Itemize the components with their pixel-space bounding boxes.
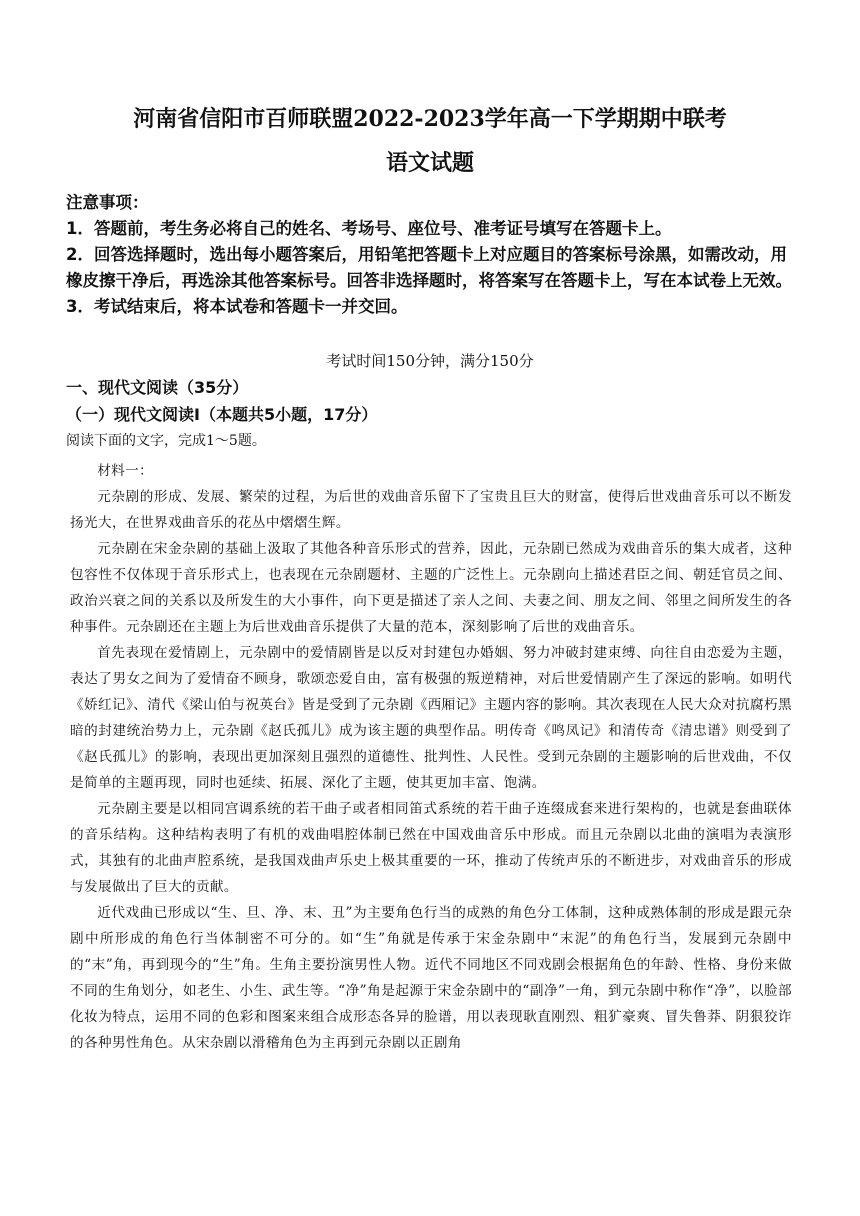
exam-info: 考试时间150分钟，满分150分: [326, 352, 534, 370]
notes-heading: 注意事项：: [66, 193, 149, 212]
passage-body: [70, 458, 792, 1056]
passage-paragraph: 元杂剧在宋金杂剧的基础上汲取了其他各种音乐形式的营养，因此，元杂剧已然成为戏曲音乐的集大成者，这种包容性不仅体现于音乐形式上，也表现在元杂剧题材、主题的广泛性上。元杂剧向上描述君臣之间、朝廷官员之间、政治兴衰之间的关系以及所发生的大小事件，向下更是描述了亲人之间、夫妻之间、朋友之间、邻里之间所发生的各种事件。元杂剧还在主题上为后世戏曲音乐提供了大量的范本，深刻影响了后世的戏曲音乐。: [70, 541, 792, 635]
notes-item: 1．答题前，考生务必将自己的姓名、考场号、座位号、准考证号填写在答题卡上。: [66, 219, 672, 238]
passage-paragraph: 近代戏曲已形成以“生、旦、净、末、丑”为主要角色行当的成熟的角色分工体制，这种成熟体制的形成是跟元杂剧中所形成的角色行当体制密不可分的。如“生”角就是传承于宋金杂剧中“末泥”的角色行当，发展到元杂剧中的“末”角，再到现今的“生”角。生角主要扮演男性人物。近代不同地区不同戏剧会根据角色的年龄、性格、身份来做不同的生角划分，如老生、小生、武生等。“净”角是起源于宋金杂剧中的“副净”一角，到元杂剧中称作“净”，以脸部化妆为特点，运用不同的色彩和图案来组合成形态各异的脸谱，用以表现耿直刚烈、粗犷豪爽、冒失鲁莽、阴狠狡诈的各种男性角色。从宋杂剧以滑稽角色为主再到元杂剧以正剧角: [70, 905, 792, 1051]
passage-paragraph: 首先表现在爱情剧上，元杂剧中的爱情剧皆是以反对封建包办婚姻、努力冲破封建束缚、向往自由恋爱为主题，表达了男女之间为了爱情奋不顾身，歌颂恋爱自由，富有极强的叛逆精神，对后世爱情剧产生了深远的影响。如明代《娇红记》、清代《梁山伯与祝英台》皆是受到了元杂剧《西厢记》主题内容的影响。其次表现在人民大众对抗腐朽黑暗的封建统治势力上，元杂剧《赵氏孤儿》成为该主题的典型作品。明传奇《鸣凤记》和清传奇《清忠谱》则受到了《赵氏孤儿》的影响，表现出更加深刻且强烈的道德性、批判性、人民性。受到元杂剧的主题影响的后世戏曲，不仅是简单的主题再现，同时也延续、拓展、深化了主题，使其更加丰富、饱满。: [70, 645, 792, 791]
passage-paragraph: 元杂剧的形成、发展、繁荣的过程，为后世的戏曲音乐留下了宝贵且巨大的财富，使得后世戏曲音乐可以不断发扬光大，在世界戏曲音乐的花丛中熠熠生辉。: [70, 489, 792, 531]
notes-item: 3．考试结束后，将本试卷和答题卡一并交回。: [66, 297, 408, 316]
document-title: 河南省信阳市百师联盟2022-2023学年高一下学期期中联考: [133, 106, 727, 132]
notes-item: 2．回答选择题时，选出每小题答案后，用铅笔把答题卡上对应题目的答案标号涂黑，如需改动，用橡皮擦干净后，再选涂其他答案标号。回答非选择题时，将答案写在答题卡上，写在本试卷上无效。: [66, 245, 792, 290]
document-subtitle: 语文试题: [385, 150, 474, 176]
section-instruction: 阅读下面的文字，完成1～5题。: [66, 433, 266, 449]
passage-label: 材料一：: [97, 463, 154, 479]
notes-block: [66, 190, 802, 320]
section-subtitle: （一）现代文阅读Ⅰ（本题共5小题，17分）: [66, 405, 378, 424]
section-title: 一、现代文阅读（35分）: [66, 378, 249, 397]
passage-paragraph: 元杂剧主要是以相同宫调系统的若干曲子或者相同笛式系统的若干曲子连缀成套来进行架构的，也就是套曲联体的音乐结构。这种结构表明了有机的戏曲唱腔体制已然在中国戏曲音乐中形成。而且元杂剧以北曲的演唱为表演形式，其独有的北曲声腔系统，是我国戏曲声乐史上极其重要的一环，推动了传统声乐的不断进步，对戏曲音乐的形成与发展做出了巨大的贡献。: [70, 801, 792, 895]
